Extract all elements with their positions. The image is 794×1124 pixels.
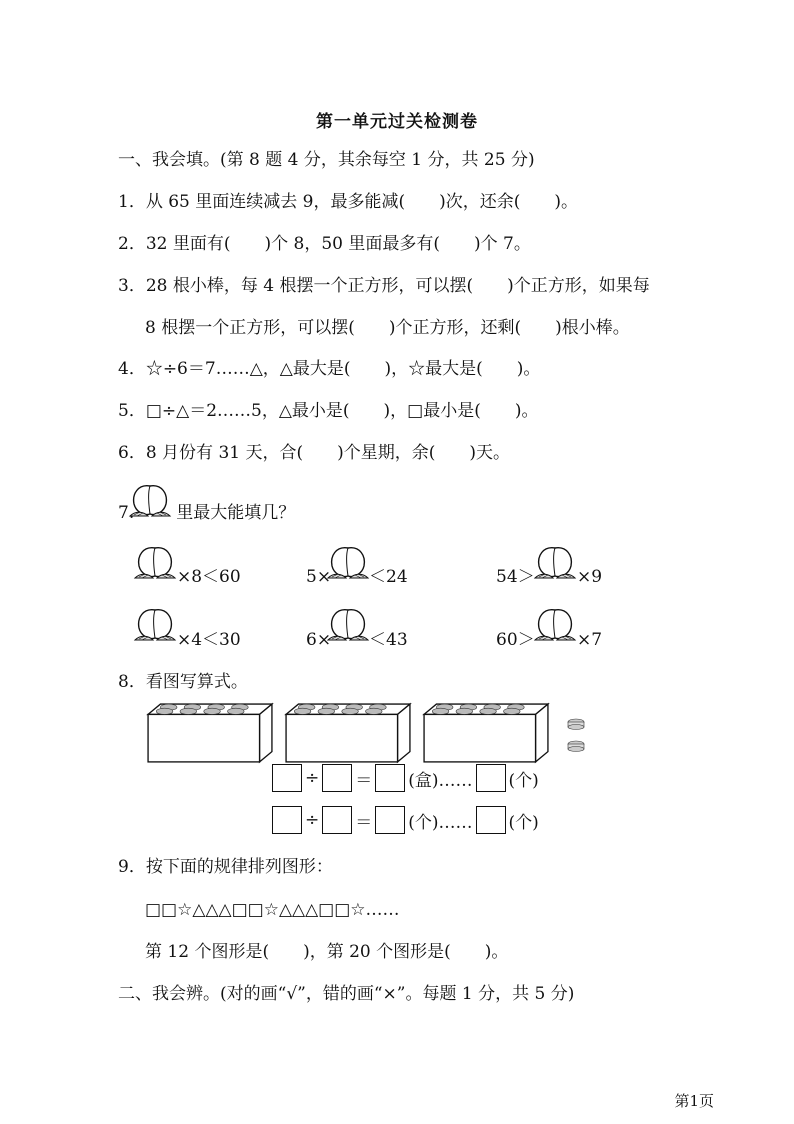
section-1-heading: 一、我会填。(第 8 题 4 分，其余每空 1 分，共 25 分) — [118, 150, 535, 170]
box-of-cakes-icon — [146, 702, 274, 764]
q7-item-3-before: 54＞ — [496, 567, 535, 587]
answer-box[interactable] — [272, 806, 302, 834]
question-7-text: 里最大能填几？ — [176, 503, 296, 523]
peach-icon — [533, 604, 577, 644]
cake-icon — [566, 740, 586, 752]
page-title: 第一单元过关检测卷 — [316, 112, 478, 132]
peach-icon — [326, 542, 370, 582]
question-9-sequence: □□☆△△△□□☆△△△□□☆…… — [145, 900, 400, 920]
answer-box[interactable] — [272, 764, 302, 792]
page-number: 第1页 — [674, 1092, 714, 1110]
q7-item-6-before: 60＞ — [496, 630, 535, 650]
unit-label: (个)…… — [408, 812, 473, 833]
divide-sign: ÷ — [305, 768, 320, 788]
question-9-ask: 第 12 个图形是( )，第 20 个图形是( )。 — [145, 942, 509, 962]
question-7-prefix: 7. — [118, 503, 135, 523]
peach-icon — [533, 542, 577, 582]
q8-equation-1 — [272, 764, 542, 792]
question-1: 1．从 65 里面连续减去 9，最多能减( )次，还余( )。 — [118, 192, 579, 212]
divide-sign: ÷ — [305, 810, 320, 830]
answer-box[interactable] — [375, 764, 405, 792]
question-8: 8．看图写算式。 — [118, 672, 248, 692]
question-9: 9．按下面的规律排列图形： — [118, 857, 333, 877]
peach-icon — [133, 604, 177, 644]
question-6: 6．8 月份有 31 天，合( )个星期，余( )天。 — [118, 443, 511, 463]
unit-label: (盒)…… — [408, 770, 473, 791]
answer-box[interactable] — [476, 806, 506, 834]
cake-icon — [566, 718, 586, 730]
q7-item-6-after: ×7 — [577, 630, 603, 650]
equals-sign: ＝ — [355, 812, 373, 833]
q7-item-2-after: ＜24 — [369, 567, 408, 587]
section-2-heading: 二、我会辨。(对的画“√”，错的画“×”。每题 1 分，共 5 分) — [118, 984, 575, 1004]
answer-box[interactable] — [322, 806, 352, 834]
unit-label: (个) — [508, 812, 539, 833]
answer-box[interactable] — [476, 764, 506, 792]
answer-box[interactable] — [322, 764, 352, 792]
q7-item-1: ×8＜60 — [177, 567, 241, 587]
q7-item-4: ×4＜30 — [177, 630, 241, 650]
q7-item-5-before: 6× — [306, 630, 332, 650]
box-of-cakes-icon — [284, 702, 412, 764]
equals-sign: ＝ — [355, 770, 373, 791]
question-2: 2．32 里面有( )个 8，50 里面最多有( )个 7。 — [118, 234, 531, 254]
answer-box[interactable] — [375, 806, 405, 834]
q7-item-2-before: 5× — [306, 567, 332, 587]
question-3-line-2: 8 根摆一个正方形，可以摆( )个正方形，还剩( )根小棒。 — [145, 318, 630, 338]
peach-icon — [128, 480, 172, 520]
question-4: 4．☆÷6＝7……△，△最大是( )，☆最大是( )。 — [118, 359, 541, 379]
q7-item-5-after: ＜43 — [369, 630, 408, 650]
question-5: 5．□÷△＝2……5，△最小是( )，□最小是( )。 — [118, 401, 539, 421]
unit-label: (个) — [508, 770, 539, 791]
peach-icon — [326, 604, 370, 644]
peach-icon — [133, 542, 177, 582]
q7-item-3-after: ×9 — [577, 567, 603, 587]
box-of-cakes-icon — [422, 702, 550, 764]
question-3-line-1: 3．28 根小棒，每 4 根摆一个正方形，可以摆( )个正方形，如果每 — [118, 276, 650, 296]
q8-equation-2 — [272, 806, 542, 834]
